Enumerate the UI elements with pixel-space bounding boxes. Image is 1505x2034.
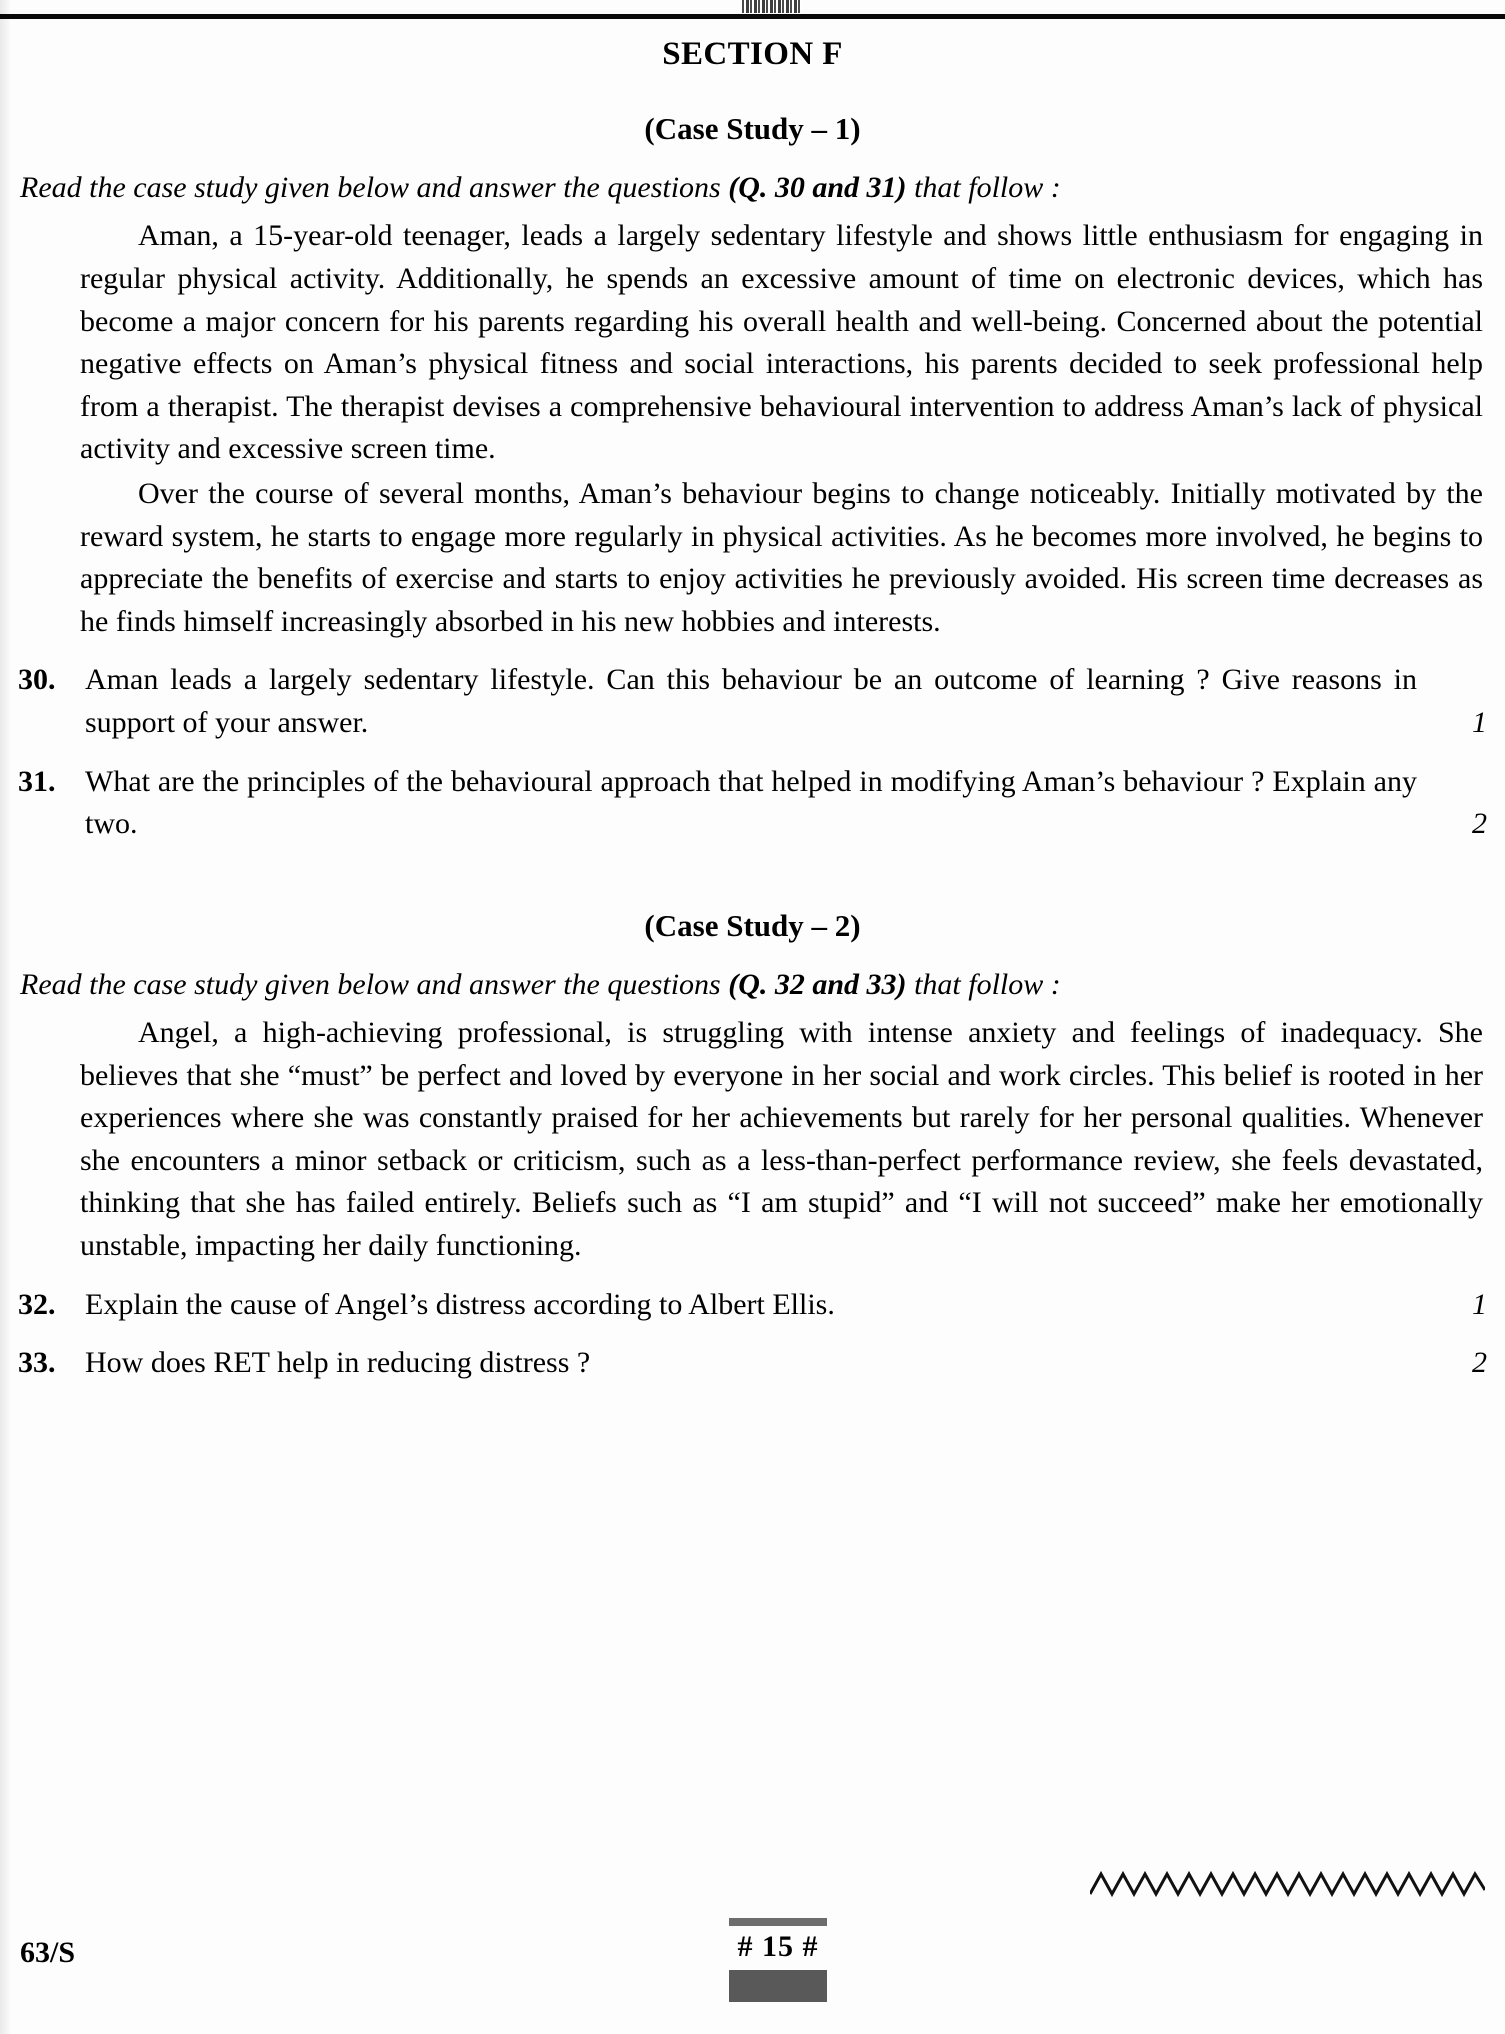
question-marks-33: 2 (1472, 1346, 1487, 1380)
question-text-30: Aman leads a largely sedentary lifestyle. Can this behaviour be an outcome of learning ? Give reasons in support of your answer. (85, 663, 1417, 739)
case-study-2-instruction (20, 966, 1487, 1004)
instruction-question-range-2: (Q. 32 and 33) (728, 967, 907, 1001)
question-text-33: How does RET help in reducing distress ? (85, 1346, 591, 1380)
question-number-30: 30. (18, 663, 56, 697)
instruction-text-after-2: that follow : (906, 967, 1061, 1001)
page-title: SECTION F (662, 36, 843, 72)
section-spacer (0, 846, 1505, 908)
footer-page-marker (712, 1918, 844, 2002)
question-marks-31: 2 (1472, 807, 1487, 841)
question-marks-32: 1 (1472, 1287, 1487, 1321)
question-row-31 (0, 761, 1505, 846)
case-study-1-paragraph-2: Over the course of several months, Aman’s behaviour begins to change noticeably. Initially motivated by the reward system, he starts to engage more regularly in physical activities. As he becomes more involved, he begins to appreciate the benefits of exercise and starts to enjoy activities he previously avoided. His screen time decreases as he finds himself increasingly absorbed in his new hobbies and interests. (80, 476, 1483, 638)
zigzag-line-icon (1090, 1868, 1485, 1902)
question-row-33 (0, 1342, 1505, 1385)
question-row-30 (0, 659, 1505, 744)
footer-bar-bottom (729, 1970, 827, 2002)
page-content (0, 19, 1505, 1385)
question-row-32 (0, 1284, 1505, 1327)
case-study-1-instruction (20, 169, 1487, 207)
case-study-2-paragraph-1: Angel, a high-achieving professional, is struggling with intense anxiety and feelings of inadequacy. She believes that she “must” be perfect and loved by everyone in her social and work circles. This belief is rooted in her experiences where she was constantly praised for her achievements but rarely for her personal qualities. Whenever she encounters a minor setback or criticism, such as a less-than-perfect performance review, she feels devastated, thinking that she has failed entirely. Beliefs such as “I am stupid” and “I will not succeed” make her emotionally unstable, impacting her daily functioning. (80, 1016, 1483, 1263)
footer-paper-code: 63/S (20, 1936, 76, 1969)
case-study-1-heading: (Case Study – 1) (644, 111, 861, 146)
question-text-31: What are the principles of the behavioural approach that helped in modifying Aman’s behaviour ? Explain any two. (85, 764, 1417, 841)
case-study-2-heading: (Case Study – 2) (644, 907, 861, 943)
question-marks-30: 1 (1472, 705, 1487, 739)
instruction-question-range: (Q. 30 and 31) (728, 171, 907, 204)
question-number-31: 31. (18, 764, 56, 798)
footer-bar-top (729, 1918, 827, 1926)
instruction-text-before-2: Read the case study given below and answer the questions (20, 967, 729, 1001)
instruction-text-before: Read the case study given below and answer the questions (20, 171, 729, 204)
question-number-33: 33. (18, 1346, 56, 1380)
question-number-32: 32. (18, 1287, 56, 1321)
question-text-32: Explain the cause of Angel’s distress according to Albert Ellis. (85, 1287, 835, 1321)
barcode-icon (742, 0, 802, 13)
instruction-text-after: that follow : (906, 171, 1061, 204)
footer-page-number: # 15 # (737, 1930, 819, 1963)
case-study-1-block (0, 169, 1505, 207)
case-study-1-paragraph-1: Aman, a 15-year-old teenager, leads a largely sedentary lifestyle and shows little enthusiasm for engaging in regular physical activity. Additionally, he spends an excessive amount of time on electronic devices, which has become a major concern for his parents regarding his overall health and well-being. Concerned about the potential negative effects on Aman’s physical fitness and social interactions, his parents decided to seek professional help from a therapist. The therapist devises a comprehensive behavioural intervention to address Aman’s lack of physical activity and excessive screen time. (80, 219, 1483, 466)
case-study-2-block (0, 966, 1505, 1004)
page-footer (0, 1930, 1505, 2034)
